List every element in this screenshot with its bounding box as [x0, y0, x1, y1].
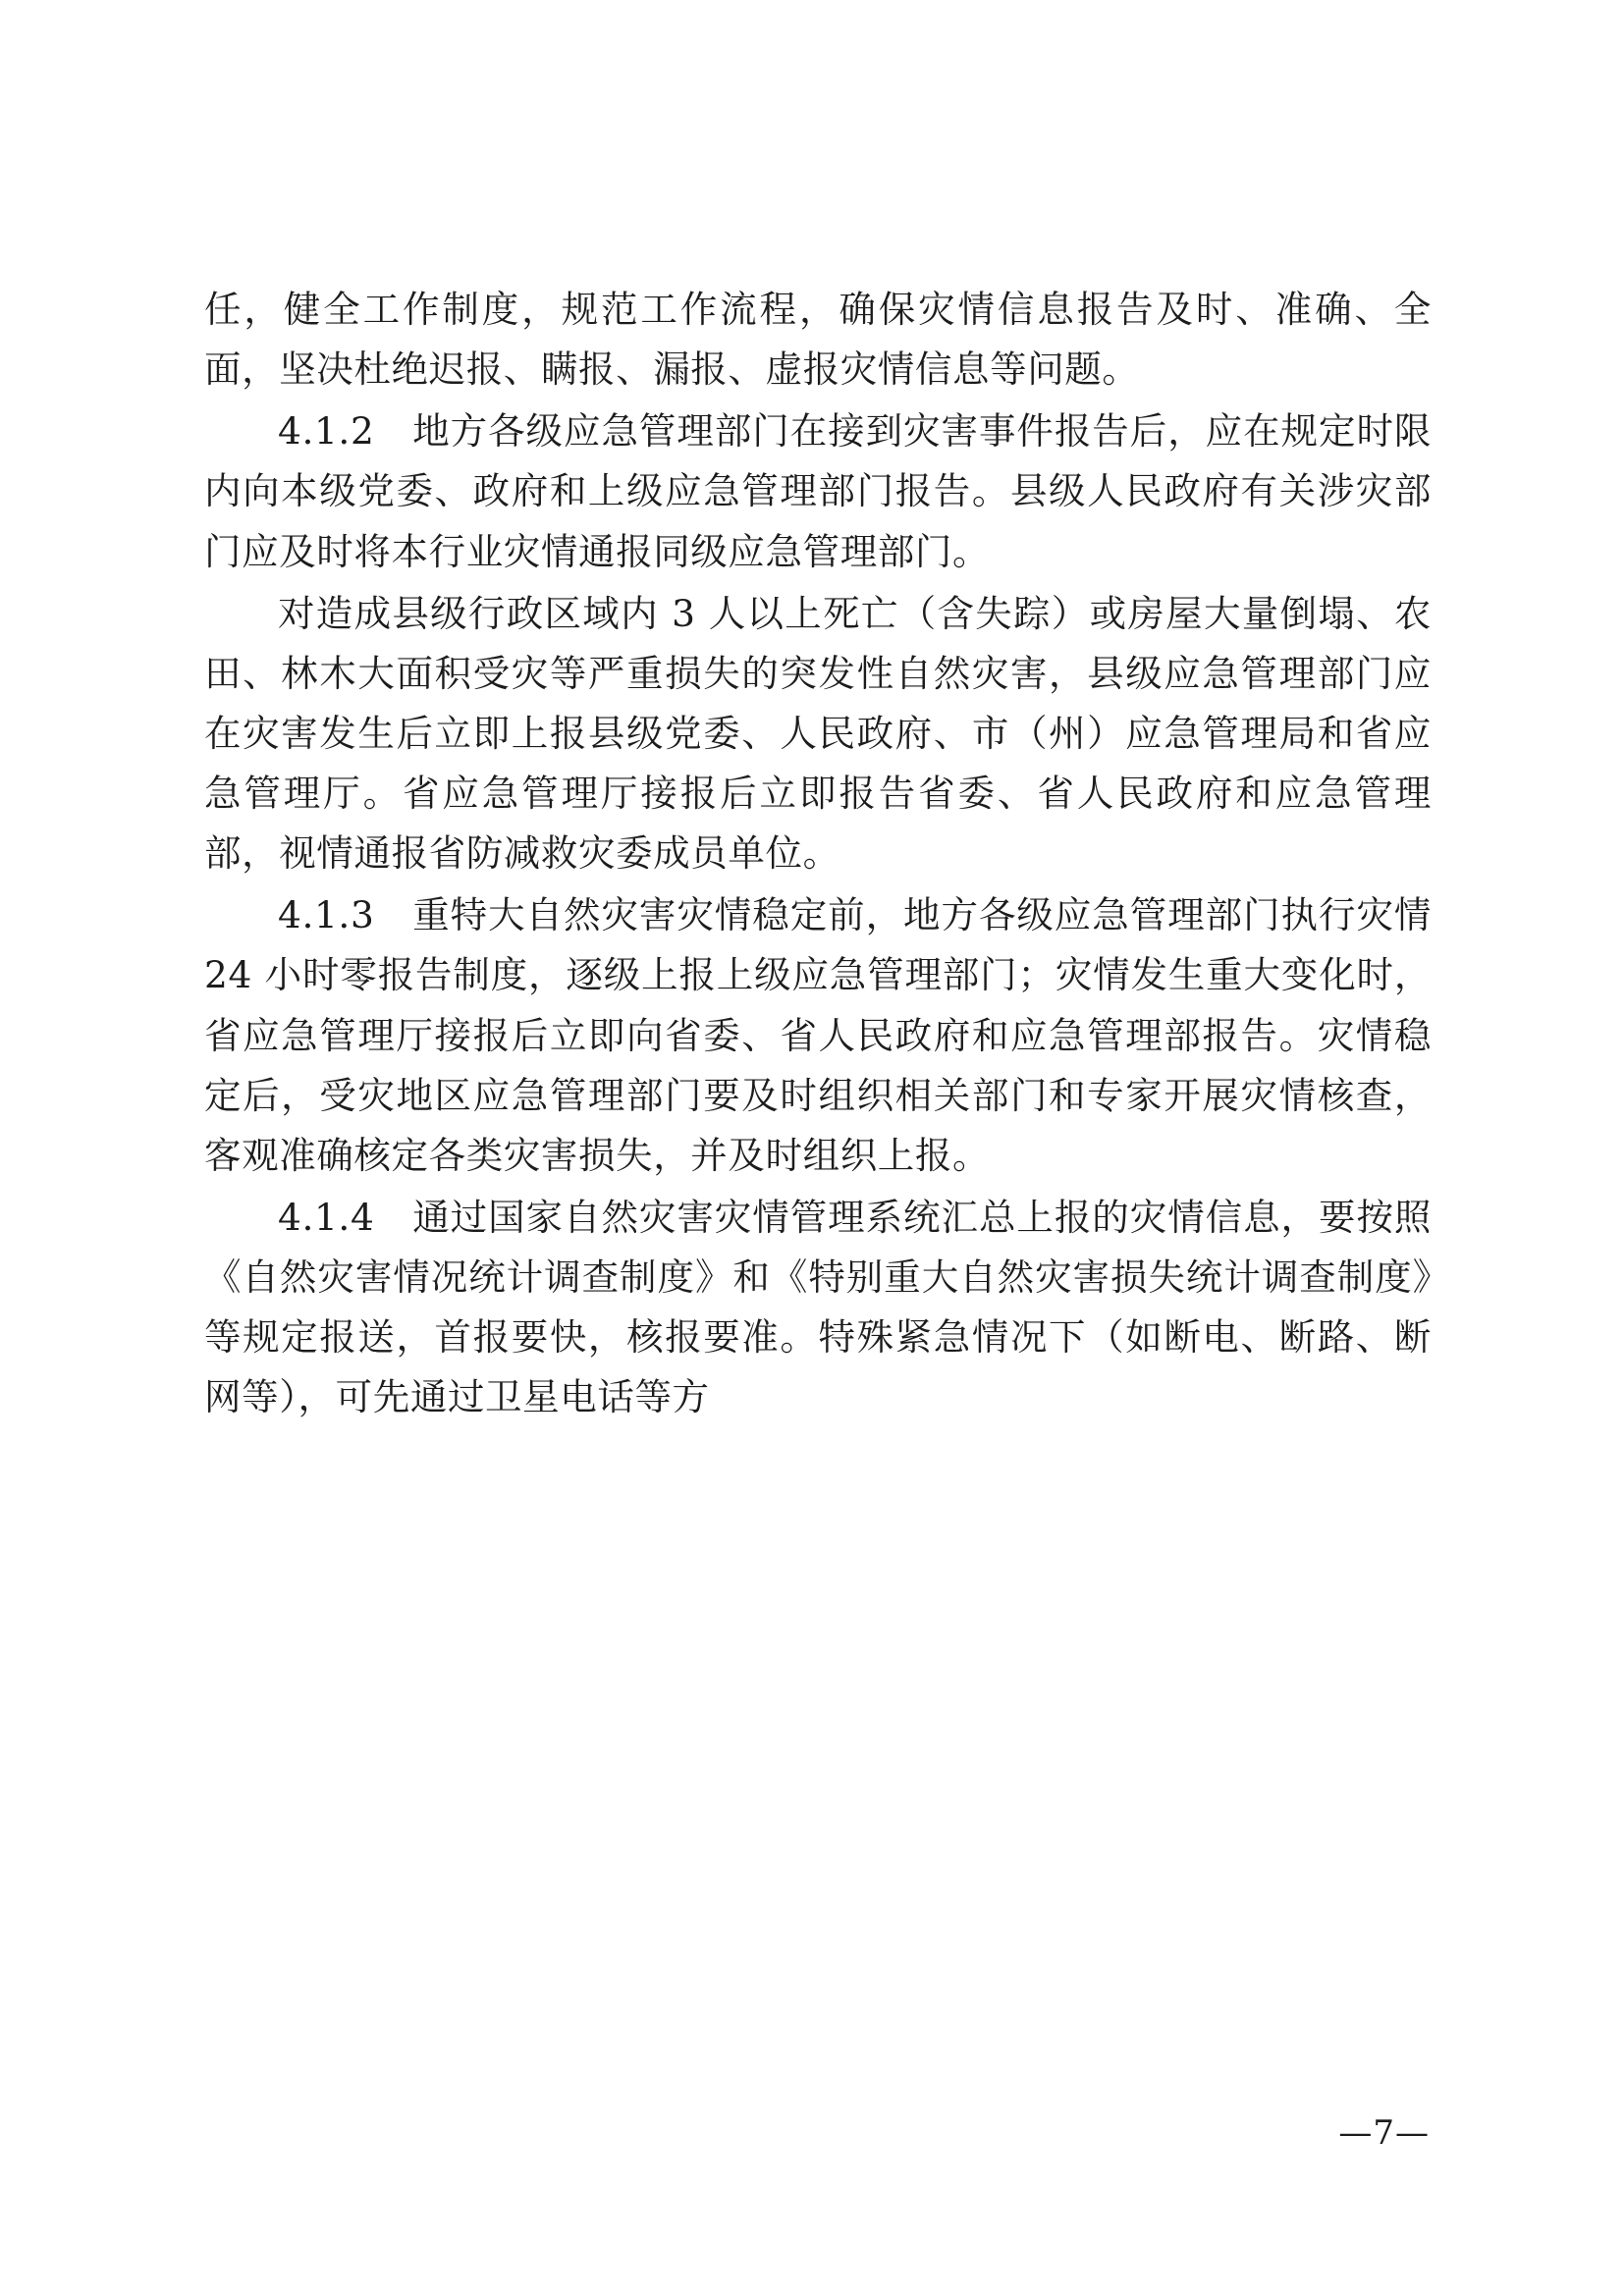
paragraph-section-4-1-4: 4.1.4 通过国家自然灾害灾情管理系统汇总上报的灾情信息，要按照《自然灾害情况统计调查制度》和《特别重大自然灾害损失统计调查制度》等规定报送，首报要快，核报要准。特殊紧急情况下（如断电、断路、断网等），可先通过卫星电话等方	[204, 1195, 1432, 1419]
paragraph-continuation: 任，健全工作制度，规范工作流程，确保灾情信息报告及时、准确、全面，坚决杜绝迟报、瞒报、漏报、虚报灾情信息等问题。	[204, 288, 1432, 392]
paragraph-section-4-1-2: 4.1.2 地方各级应急管理部门在接到灾害事件报告后，应在规定时限内向本级党委、政府和上级应急管理部门报告。县级人民政府有关涉灾部门应及时将本行业灾情通报同级应急管理部门。	[204, 409, 1432, 573]
document-body	[204, 280, 1444, 1429]
paragraph-section-4-1-3: 4.1.3 重特大自然灾害灾情稳定前，地方各级应急管理部门执行灾情 24 小时零报告制度，逐级上报上级应急管理部门；灾情发生重大变化时，省应急管理厅接报后立即向省委、省人民政府和应急管理部报告。灾情稳定后，受灾地区应急管理部门要及时组织相关部门和专家开展灾情核查，客观准确核定各类灾害损失，并及时组织上报。	[204, 893, 1444, 1177]
page-number: —7—	[1338, 2113, 1430, 2153]
paragraph-major-disaster-reporting: 对造成县级行政区域内 3 人以上死亡（含失踪）或房屋大量倒塌、农田、林木大面积受灾等严重损失的突发性自然灾害，县级应急管理部门应在灾害发生后立即上报县级党委、人民政府、市（州）应急管理局和省应急管理厅。省应急管理厅接报后立即报告省委、省人民政府和应急管理部，视情通报省防减救灾委成员单位。	[204, 591, 1432, 876]
